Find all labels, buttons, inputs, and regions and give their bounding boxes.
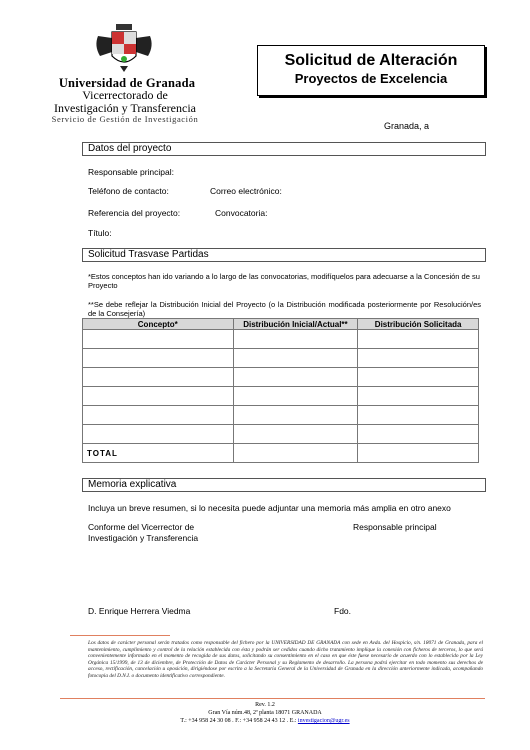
section-transfer: Solicitud Trasvase Partidas — [82, 248, 486, 262]
service-name: Servicio de Gestión de Investigación — [51, 114, 199, 124]
table-cell[interactable] — [233, 330, 358, 349]
signature-left-name: D. Enrique Herrera Viedma — [88, 606, 191, 616]
signature-right-label: Responsable principal — [353, 522, 437, 532]
document-title: Solicitud de Alteración — [284, 52, 458, 69]
table-cell[interactable] — [83, 368, 234, 387]
total-requested[interactable] — [358, 444, 479, 463]
table-cell[interactable] — [233, 406, 358, 425]
signature-right-sign: Fdo. — [334, 606, 352, 616]
note-distribution: **Se debe reflejar la Distribución Inicial del Proyecto (o la Distribución modificada posteriormente por Resolución/es de la Consejería) — [88, 300, 481, 318]
address: Gran Vía núm.48, 2ª planta 18071 GRANADA — [208, 710, 322, 716]
table-row — [83, 330, 479, 349]
document-title-box — [257, 45, 485, 96]
column-header-concept: Concepto* — [83, 319, 234, 330]
table-cell[interactable] — [83, 330, 234, 349]
phone-field[interactable]: Teléfono de contacto: — [88, 186, 169, 196]
note-concepts: *Estos conceptos han ido variando a lo largo de las convocatorias, modifíquelos para adecuarse a la Concesión de su Proyecto — [88, 272, 480, 290]
table-cell[interactable] — [233, 387, 358, 406]
contact-email-link[interactable]: investigacion@ugr.es — [297, 718, 350, 724]
budget-table — [82, 318, 479, 463]
table-cell[interactable] — [83, 387, 234, 406]
column-header-initial: Distribución Inicial/Actual** — [233, 319, 358, 330]
reference-field[interactable]: Referencia del proyecto: — [88, 208, 181, 218]
signature-left-line-1: Conforme del Vicerrector de — [88, 522, 195, 532]
university-crest-icon — [92, 22, 156, 74]
table-cell[interactable] — [83, 406, 234, 425]
table-cell[interactable] — [83, 349, 234, 368]
title-field[interactable]: Título: — [88, 228, 112, 238]
section-memo: Memoria explicativa — [82, 478, 486, 492]
table-cell[interactable] — [358, 406, 479, 425]
table-row — [83, 349, 479, 368]
divider — [70, 635, 170, 636]
section-project-data: Datos del proyecto — [82, 142, 486, 156]
table-cell[interactable] — [358, 368, 479, 387]
table-cell[interactable] — [233, 349, 358, 368]
document-subtitle: Proyectos de Excelencia — [294, 71, 448, 86]
table-cell[interactable] — [358, 387, 479, 406]
table-cell[interactable] — [233, 368, 358, 387]
university-name: Universidad de Granada — [58, 76, 196, 90]
revision: Rev. 1.2 — [255, 702, 275, 708]
vicerrectorate-line-2: Investigación y Transferencia — [54, 101, 196, 115]
contact-line — [100, 718, 430, 724]
column-header-requested: Distribución Solicitada — [358, 319, 479, 330]
place-date: Granada, a — [384, 121, 430, 131]
memo-instructions: Incluya un breve resumen, si lo necesita puede adjuntar una memoria más amplia en otro anexo — [88, 503, 451, 513]
call-field[interactable]: Convocatoria: — [215, 208, 268, 218]
table-row — [83, 387, 479, 406]
email-field[interactable]: Correo electrónico: — [210, 186, 282, 196]
table-row — [83, 425, 479, 444]
table-cell[interactable] — [83, 425, 234, 444]
contact-phones: T.: +34 958 24 30 08 . F.: +34 958 24 43 12 . E.: — [180, 718, 298, 724]
divider — [60, 698, 485, 699]
total-initial[interactable] — [233, 444, 358, 463]
responsible-field[interactable]: Responsable principal: — [88, 167, 174, 177]
vicerrectorate-line-1: Vicerrectorado de — [82, 88, 168, 102]
privacy-notice: Los datos de carácter personal serán tratados como responsable del fichero por la UNIVERSIDAD DE GRANADA con sede en Avda. del Hospicio, s/n. 18071 de Granada, para el mantenimiento, cumplimiento y control de la relación establecida con ésta y podrán ser cedidos cuando dicho tratamiento implique la conexión con ficheros de terceros, lo que será convenientemente informado en el momento de recogida de sus datos, solicitando su consentimiento en el caso en que éste fuese necesario de acuerdo con lo establecido por la Ley Orgánica 15/1999, de 13 de diciembre, de Protección de Datos de Carácter Personal y su Reglamento de desarrollo. La persona podrá ejercitar en todo momento sus derechos de acceso, rectificación, cancelación u oposición, dirigiéndose por escrito a la Secretaría General de la Universidad de Granada en la dirección anteriormente indicada, acompañando fotocopia del D.N.I. o documento identificativo correspondiente. — [88, 640, 483, 679]
total-label: TOTAL — [83, 444, 234, 463]
table-row — [83, 406, 479, 425]
table-cell[interactable] — [233, 425, 358, 444]
table-total-row — [83, 444, 479, 463]
table-row — [83, 368, 479, 387]
table-cell[interactable] — [358, 330, 479, 349]
table-cell[interactable] — [358, 425, 479, 444]
table-cell[interactable] — [358, 349, 479, 368]
signature-left-line-2: Investigación y Transferencia — [88, 533, 199, 543]
